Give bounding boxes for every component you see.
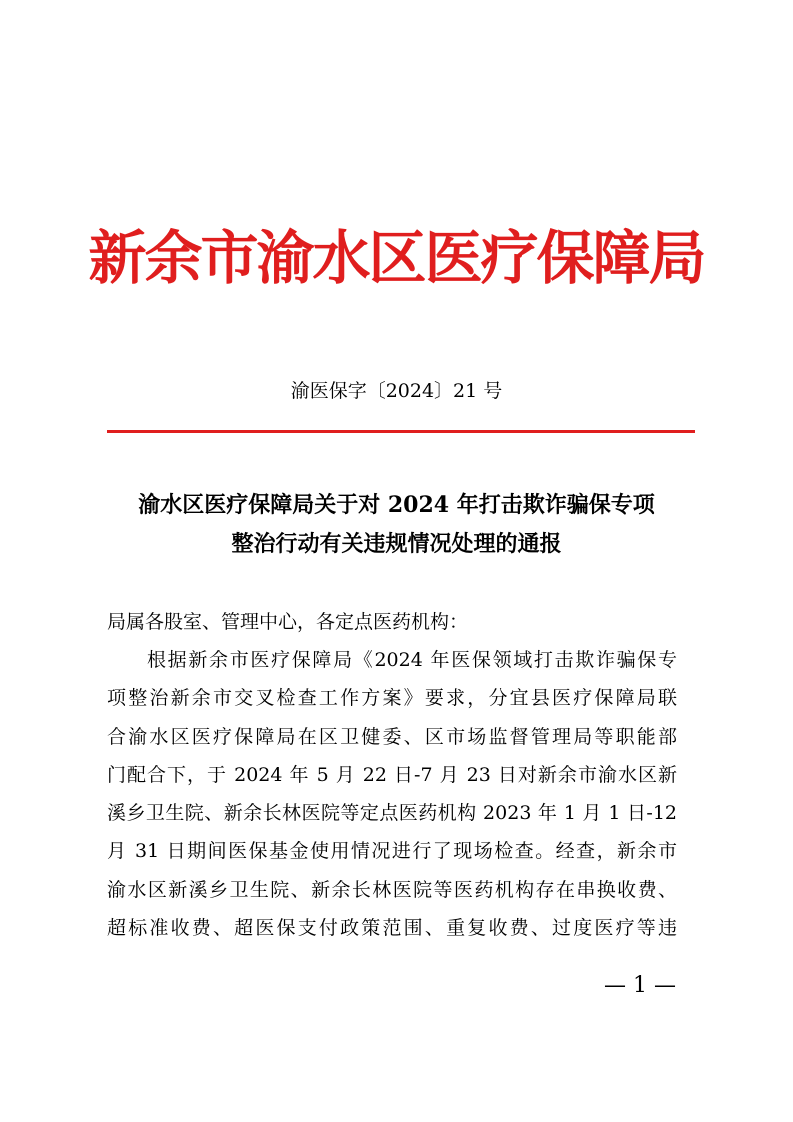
notice-title-line-1: 渝水区医疗保障局关于对 2024 年打击欺诈骗保专项 xyxy=(138,492,655,518)
red-divider-line xyxy=(107,430,695,433)
notice-title xyxy=(0,486,793,564)
body-line: 溪乡卫生院、新余长林医院等定点医药机构 2023 年 1 月 1 日-12 xyxy=(107,802,677,825)
body-line: 项整治新余市交叉检查工作方案》要求，分宜县医疗保障局联 xyxy=(107,687,677,710)
page-number: — 1 — xyxy=(604,973,676,998)
body-line: 月 31 日期间医保基金使用情况进行了现场检查。经查，新余市 xyxy=(107,840,677,863)
salutation: 局属各股室、管理中心，各定点医药机构： xyxy=(107,611,469,633)
body-paragraph xyxy=(107,641,695,947)
body-line: 门配合下，于 2024 年 5 月 22 日-7 月 23 日对新余市渝水区新 xyxy=(107,763,677,786)
document-number: 渝医保字〔2024〕21 号 xyxy=(290,380,503,402)
agency-title: 新余市渝水区医疗保障局 xyxy=(88,224,705,292)
notice-title-line-2: 整治行动有关违规情况处理的通报 xyxy=(231,531,562,557)
body-line: 合渝水区医疗保障局在区卫健委、区市场监督管理局等职能部 xyxy=(107,725,677,748)
body-line: 根据新余市医疗保障局《2024 年医保领域打击欺诈骗保专 xyxy=(147,649,677,671)
body-line: 超标准收费、超医保支付政策范围、重复收费、过度医疗等违 xyxy=(107,917,677,940)
body-line: 渝水区新溪乡卫生院、新余长林医院等医药机构存在串换收费、 xyxy=(107,878,677,901)
